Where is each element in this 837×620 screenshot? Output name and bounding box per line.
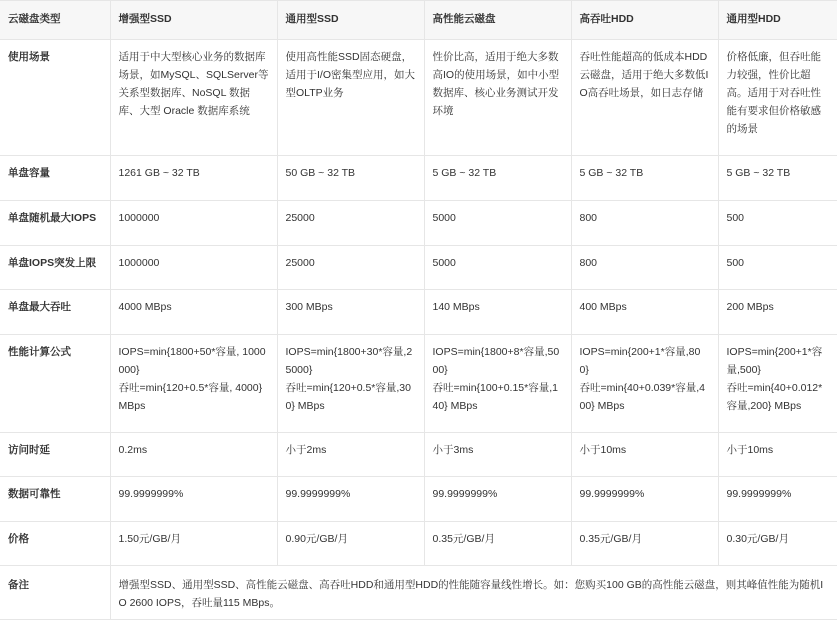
header-premium-cloud-disk: 高性能云磁盘 [424,1,571,40]
table-cell: 400 MBps [571,290,718,335]
table-cell-formula: IOPS=min{1800+50*容量, 1000000} 吞吐=min{120+0.5*容量, 4000} MBps [110,335,277,433]
table-cell: 适用于中大型核心业务的数据库场景，如MySQL、SQLServer等关系型数据库、NoSQL 数据库、大型 Oracle 数据库系统 [110,40,277,156]
table-cell: 300 MBps [277,290,424,335]
table-cell: 小于2ms [277,433,424,477]
header-general-hdd: 通用型HDD [718,1,837,40]
table-header-row [0,1,837,40]
table-cell: 99.9999999% [110,477,277,522]
table-cell: 99.9999999% [571,477,718,522]
table-row-use-case [0,40,837,156]
table-cell: 1000000 [110,246,277,290]
table-cell: 5000 [424,246,571,290]
table-cell: 800 [571,246,718,290]
table-row-price [0,522,837,566]
table-cell: 1000000 [110,201,277,246]
row-label: 性能计算公式 [0,335,110,433]
table-cell: 99.9999999% [424,477,571,522]
table-cell: 4000 MBps [110,290,277,335]
table-cell-formula: IOPS=min{200+1*容量,500} 吞吐=min{40+0.012*容量,200} MBps [718,335,837,433]
table-cell: 140 MBps [424,290,571,335]
table-cell: 5000 [424,201,571,246]
table-cell: 800 [571,201,718,246]
table-row-max-iops [0,201,837,246]
note-text: 增强型SSD、通用型SSD、高性能云磁盘、高吞吐HDD和通用型HDD的性能随容量线性增长。如：您购买100 GB的高性能云磁盘，则其峰值性能为随机IO 2600 IOPS，吞吐量115 MBps。 [110,566,837,620]
table-cell: 99.9999999% [718,477,837,522]
row-label: 访问时延 [0,433,110,477]
table-cell-formula: IOPS=min{1800+30*容量,25000} 吞吐=min{120+0.5*容量,300} MBps [277,335,424,433]
table-cell: 0.35元/GB/月 [571,522,718,566]
table-cell: 200 MBps [718,290,837,335]
table-cell: 50 GB ~ 32 TB [277,156,424,201]
table-cell: 5 GB ~ 32 TB [424,156,571,201]
row-label: 使用场景 [0,40,110,156]
table-cell: 使用高性能SSD固态硬盘，适用于I/O密集型应用，如大型OLTP业务 [277,40,424,156]
table-cell: 吞吐性能超高的低成本HDD云磁盘，适用于绝大多数低IO高吞吐场景，如日志存储 [571,40,718,156]
table-cell: 99.9999999% [277,477,424,522]
header-disk-type: 云磁盘类型 [0,1,110,40]
table-cell: 小于10ms [571,433,718,477]
header-high-throughput-hdd: 高吞吐HDD [571,1,718,40]
row-label: 备注 [0,566,110,620]
table-cell: 5 GB ~ 32 TB [571,156,718,201]
table-cell: 小于3ms [424,433,571,477]
row-label: 价格 [0,522,110,566]
table-row-reliability [0,477,837,522]
row-label: 单盘IOPS突发上限 [0,246,110,290]
row-label: 数据可靠性 [0,477,110,522]
header-enhanced-ssd: 增强型SSD [110,1,277,40]
table-cell: 1.50元/GB/月 [110,522,277,566]
table-cell: 5 GB ~ 32 TB [718,156,837,201]
table-row-formula [0,335,837,433]
table-cell: 0.30元/GB/月 [718,522,837,566]
table-cell: 性价比高，适用于绝大多数高IO的使用场景，如中小型数据库、核心业务测试开发环境 [424,40,571,156]
table-cell: 25000 [277,246,424,290]
table-cell: 500 [718,246,837,290]
table-cell: 1261 GB ~ 32 TB [110,156,277,201]
table-cell: 0.35元/GB/月 [424,522,571,566]
table-cell-formula: IOPS=min{200+1*容量,800} 吞吐=min{40+0.039*容量,400} MBps [571,335,718,433]
table-cell: 0.90元/GB/月 [277,522,424,566]
row-label: 单盘容量 [0,156,110,201]
table-cell: 0.2ms [110,433,277,477]
table-row-latency [0,433,837,477]
table-cell-formula: IOPS=min{1800+8*容量,5000} 吞吐=min{100+0.15*容量,140} MBps [424,335,571,433]
row-label: 单盘随机最大IOPS [0,201,110,246]
table-cell: 500 [718,201,837,246]
table-row-max-throughput [0,290,837,335]
table-row-note [0,566,837,620]
header-general-ssd: 通用型SSD [277,1,424,40]
table-row-burst-iops [0,246,837,290]
table-cell: 25000 [277,201,424,246]
table-cell: 小于10ms [718,433,837,477]
table-cell: 价格低廉，但吞吐能力较强，性价比超高。适用于对吞吐性能有要求但价格敏感的场景 [718,40,837,156]
table-row-capacity [0,156,837,201]
row-label: 单盘最大吞吐 [0,290,110,335]
